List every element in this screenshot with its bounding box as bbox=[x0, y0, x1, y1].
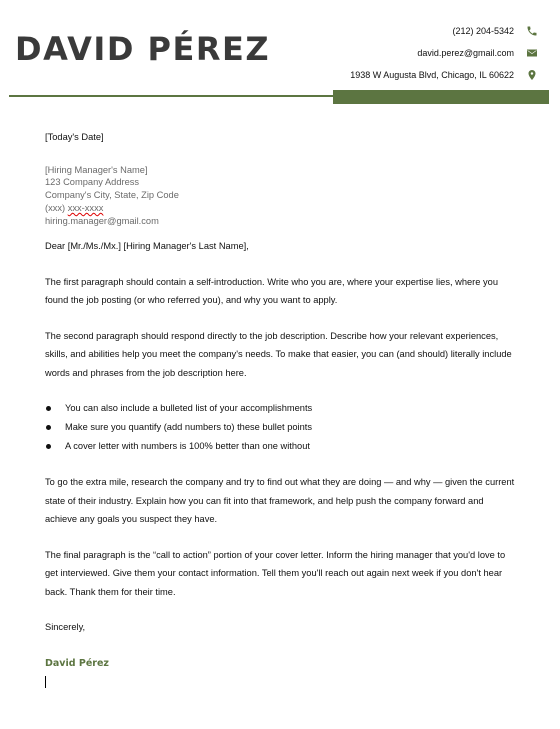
paragraph-intro: The first paragraph should contain a self-introduction. Write who you are, where your expertise lies, where you found the job posting (or who referred you), and why you want to apply. bbox=[45, 276, 499, 306]
bullet-icon bbox=[46, 406, 51, 411]
paragraph-call-to-action: The final paragraph is the “call to action” portion of your cover letter. Inform the hiring manager that you'd love to get interviewed. Give them your contact information. Tell them you'll reach out again next week if you don't hear back. Thank them for their time. bbox=[45, 549, 506, 597]
email-icon bbox=[526, 47, 538, 59]
bullet-icon bbox=[46, 444, 51, 449]
recipient-name: [Hiring Manager's Name] bbox=[45, 164, 148, 175]
contact-email bbox=[278, 42, 538, 64]
recipient-address: 123 Company Address bbox=[45, 177, 140, 188]
bullet-text: Make sure you quantify (add numbers to) these bullet points bbox=[65, 422, 313, 433]
recipient-block bbox=[45, 164, 515, 228]
contact-block bbox=[278, 20, 538, 86]
salutation: Dear [Mr./Ms./Mx.] [Hiring Manager's Last Name], bbox=[45, 241, 249, 252]
recipient-phone bbox=[45, 202, 515, 215]
list-item bbox=[45, 418, 515, 437]
recipient-email: hiring.manager@gmail.com bbox=[45, 215, 159, 226]
phone-text: (212) 204-5342 bbox=[452, 26, 514, 36]
paragraph-research: To go the extra mile, research the company and try to find out what they are doing — and why — given the current state of their industry. Explain how you can fit into that framework, and help push the company forward and achieve any goals you suspect they have. bbox=[45, 477, 515, 525]
bullet-text: A cover letter with numbers is 100% better than one without bbox=[65, 441, 310, 452]
list-item bbox=[45, 399, 515, 418]
letter-date: [Today's Date] bbox=[45, 132, 104, 142]
email-text: david.perez@gmail.com bbox=[417, 48, 514, 58]
bullet-text: You can also include a bulleted list of your accomplishments bbox=[65, 403, 313, 414]
list-item bbox=[45, 437, 515, 456]
location-pin-icon bbox=[526, 69, 538, 81]
recipient-phone-number: xxx-xxxx bbox=[67, 202, 104, 213]
closing: Sincerely, bbox=[45, 622, 86, 633]
header-name: DAVID PÉREZ bbox=[15, 30, 271, 68]
signature-name: David Pérez bbox=[45, 657, 109, 669]
accomplishments-list bbox=[45, 399, 515, 456]
bullet-icon bbox=[46, 425, 51, 430]
recipient-city: Company's City, State, Zip Code bbox=[45, 190, 179, 201]
header-accent-bar bbox=[333, 90, 549, 104]
header-divider-line bbox=[9, 95, 333, 97]
phone-icon bbox=[526, 25, 538, 37]
contact-phone bbox=[278, 20, 538, 42]
text-cursor[interactable] bbox=[45, 676, 46, 688]
paragraph-job-description: The second paragraph should respond directly to the job description. Describe how your relevant experiences, skills, and abilities help you meet the company's needs. To make that easier, you can (and should) literally include words and phrases from the job description here. bbox=[45, 330, 512, 378]
address-text: 1938 W Augusta Blvd, Chicago, IL 60622 bbox=[350, 70, 514, 80]
contact-address bbox=[278, 64, 538, 86]
letter-body bbox=[45, 128, 515, 688]
recipient-phone-prefix: (xxx) bbox=[45, 202, 68, 213]
